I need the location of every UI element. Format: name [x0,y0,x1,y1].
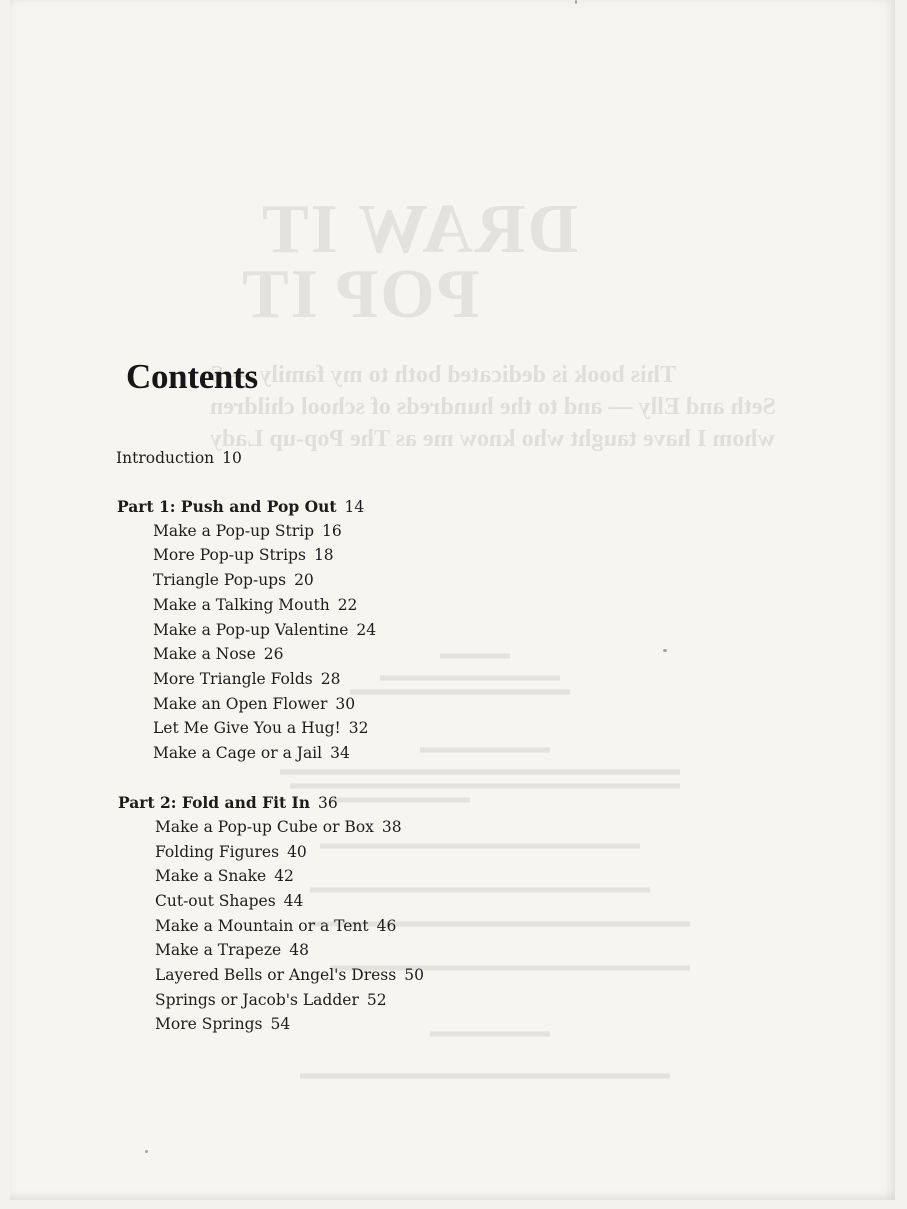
show-through-dedication-3: whom I have taught who know me as The Pop-up Lady [210,426,776,452]
toc-item [153,573,314,589]
toc-item-page: 16 [322,522,342,540]
toc-item [155,845,307,861]
show-through-heading-2: POP IT [240,256,480,333]
toc-item-page: 18 [313,546,334,564]
toc-item-label: Cut-out Shapes [155,892,276,910]
toc-item-page: 24 [356,621,377,639]
toc-item [153,548,334,564]
toc-item-page: 20 [294,571,314,589]
toc-item [153,697,355,713]
toc-item [155,820,402,836]
toc-item-page: 28 [320,670,341,688]
toc-item-page: 42 [274,867,294,885]
toc-item [153,598,357,614]
toc-part-2-page: 36 [318,794,338,812]
toc-item-label: Make a Nose [153,645,256,663]
scan-speck [663,649,667,652]
toc-item-page: 54 [270,1015,291,1033]
page-title: Contents [126,357,258,396]
toc-item-label: Make a Pop-up Valentine [153,621,349,639]
toc-item-page: 32 [348,719,369,737]
toc-item [153,524,342,540]
toc-part-1-page: 14 [344,498,365,516]
toc-item-label: Make a Cage or a Jail [153,744,323,762]
scan-speck [575,0,577,4]
show-through-heading: DRAW IT [260,191,579,268]
toc-item-label: Triangle Pop-ups [153,571,287,589]
scan-speck [145,1150,148,1153]
toc-introduction-label: Introduction [116,449,215,467]
toc-item [155,943,309,959]
toc-item [153,672,340,688]
show-through-lines [270,650,690,1090]
toc-item-label: Folding Figures [155,843,280,861]
toc-item [155,894,303,910]
toc-item [153,721,368,737]
toc-part-1-label: Part 1: Push and Pop Out [117,497,337,516]
toc-item [155,869,294,885]
toc-item-page: 50 [404,966,424,984]
toc-item-label: Layered Bells or Angel's Dress [155,966,397,984]
toc-item-label: More Springs [155,1015,263,1033]
toc-item-page: 22 [337,596,358,614]
toc-item-label: Make a Talking Mouth [153,596,330,614]
toc-introduction-page: 10 [222,449,242,467]
toc-item [153,647,284,663]
toc-item-page: 44 [283,892,304,910]
toc-item-label: Springs or Jacob's Ladder [155,991,359,1009]
toc-item [153,623,376,639]
toc-item [153,746,350,762]
toc-item [155,993,387,1009]
show-through-copyright-block [270,650,690,1090]
book-page [10,0,895,1200]
toc-item [155,919,396,935]
toc-part-1 [117,499,364,516]
toc-part-2-label: Part 2: Fold and Fit In [118,793,311,812]
toc-item-page: 40 [287,843,307,861]
toc-item [155,968,424,984]
toc-item-label: Make an Open Flower [153,695,328,713]
toc-item-label: Make a Mountain or a Tent [155,917,369,935]
toc-part-2 [118,795,338,812]
show-through-dedication-1: This book is dedicated both to my family — S [210,362,677,388]
show-through-dedication-2: Seth and Elly — and to the hundreds of school children [210,394,776,420]
toc-item-page: 30 [335,695,356,713]
toc-item-label: Let Me Give You a Hug! [153,719,341,737]
toc-item-page: 26 [263,645,284,663]
toc-item [155,1017,290,1033]
toc-item-label: More Triangle Folds [153,670,313,688]
toc-item-label: Make a Pop-up Strip [153,522,315,540]
toc-item-page: 46 [376,917,397,935]
toc-item-label: Make a Snake [155,867,267,885]
toc-item-label: More Pop-up Strips [153,546,306,564]
toc-item-page: 52 [366,991,387,1009]
toc-item-page: 34 [330,744,350,762]
toc-introduction [116,451,242,467]
toc-item-label: Make a Trapeze [155,941,282,959]
toc-item-label: Make a Pop-up Cube or Box [155,818,374,836]
toc-item-page: 48 [289,941,309,959]
toc-item-page: 38 [381,818,402,836]
